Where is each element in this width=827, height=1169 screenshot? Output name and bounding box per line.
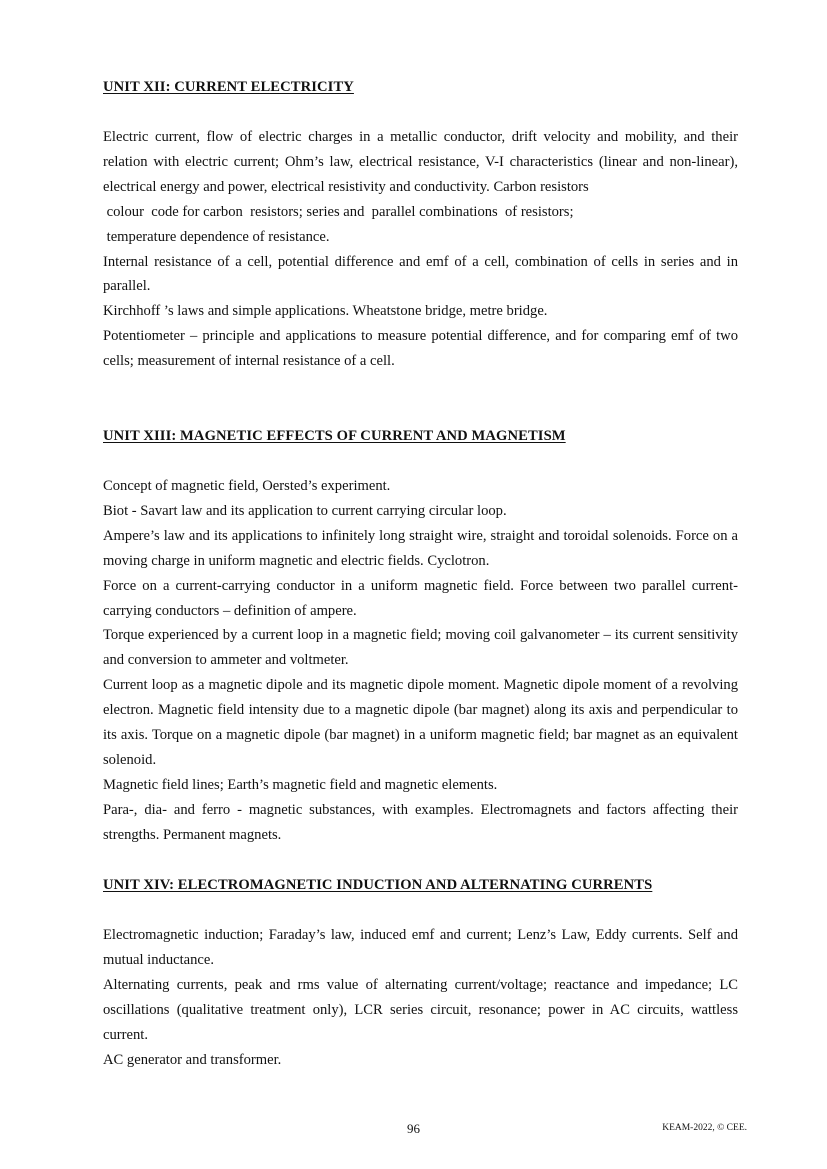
unit-13-paragraph: Force on a current-carrying conductor in a uniform magnetic field. Force between two parallel current- carrying conductors – definition of ampere. bbox=[103, 577, 738, 619]
unit-13-heading: UNIT XIII: MAGNETIC EFFECTS OF CURRENT AND MAGNETISM bbox=[103, 428, 566, 444]
unit-12-paragraph: Electric current, flow of electric charges in a metallic conductor, drift velocity and mobility, and their relation with electric current; Ohm’s law, electrical resistance, V-I characteristics (linear and non-linear), electrical energy and power, electrical resistivity and conductivity. Carbon resistors bbox=[103, 129, 738, 195]
unit-13-paragraph: Concept of magnetic field, Oersted’s experiment. bbox=[103, 478, 391, 494]
unit-12-paragraph: Kirchhoff ’s laws and simple applications. Wheatstone bridge, metre bridge. bbox=[103, 303, 548, 320]
unit-12-paragraph: colour code for carbon resistors; series and parallel combinations of resistors; bbox=[103, 203, 574, 220]
page-number: 96 bbox=[407, 1121, 420, 1136]
unit-13-body bbox=[103, 474, 738, 848]
unit-14-paragraph: Electromagnetic induction; Faraday’s law, induced emf and current; Lenz’s Law, Eddy currents. Self and mutual inductance. bbox=[103, 927, 738, 968]
unit-13-paragraph: Ampere’s law and its applications to infinitely long straight wire, straight and toroidal solenoids. Force on a moving charge in uniform magnetic and electric fields. Cyclotron. bbox=[103, 527, 738, 569]
unit-13-paragraph: Current loop as a magnetic dipole and its magnetic dipole moment. Magnetic dipole moment of a revolving electron. Magnetic field intensity due to a magnetic dipole (bar magnet) along its axis and perpendicular to its axis. Torque on a magnetic dipole (bar magnet) in a uniform magnetic field; bar magnet as an equivalent solenoid. bbox=[103, 677, 738, 768]
unit-14-paragraph: Alternating currents, peak and rms value of alternating current/voltage; reactance and impedance; LC oscillations (qualitative treatment only), LCR series circuit, resonance; power in AC circuits, wattless current. bbox=[103, 976, 738, 1043]
unit-13-paragraph: Para-, dia- and ferro - magnetic substances, with examples. Electromagnets and factors affecting their strengths. Permanent magnets. bbox=[103, 801, 738, 843]
unit-12-body bbox=[103, 125, 738, 374]
unit-14-body bbox=[103, 923, 738, 1072]
unit-12-paragraph: Internal resistance of a cell, potential difference and emf of a cell, combination of cells in series and in parallel. bbox=[103, 253, 738, 295]
unit-12-heading: UNIT XII: CURRENT ELECTRICITY bbox=[103, 79, 354, 95]
unit-12-paragraph: temperature dependence of resistance. bbox=[103, 228, 330, 245]
footer-copyright: KEAM-2022, © CEE. bbox=[662, 1123, 747, 1133]
unit-13-paragraph: Magnetic field lines; Earth’s magnetic field and magnetic elements. bbox=[103, 776, 498, 793]
unit-12-paragraph: Potentiometer – principle and applications to measure potential difference, and for comparing emf of two cells; measurement of internal resistance of a cell. bbox=[103, 328, 738, 370]
unit-13-paragraph: Biot - Savart law and its application to current carrying circular loop. bbox=[103, 502, 507, 519]
unit-14-heading: UNIT XIV: ELECTROMAGNETIC INDUCTION AND ALTERNATING CURRENTS bbox=[103, 877, 653, 893]
unit-13-paragraph: Torque experienced by a current loop in a magnetic field; moving coil galvanometer – its current sensitivity and conversion to ammeter and voltmeter. bbox=[103, 627, 738, 669]
unit-14-paragraph: AC generator and transformer. bbox=[103, 1051, 282, 1068]
